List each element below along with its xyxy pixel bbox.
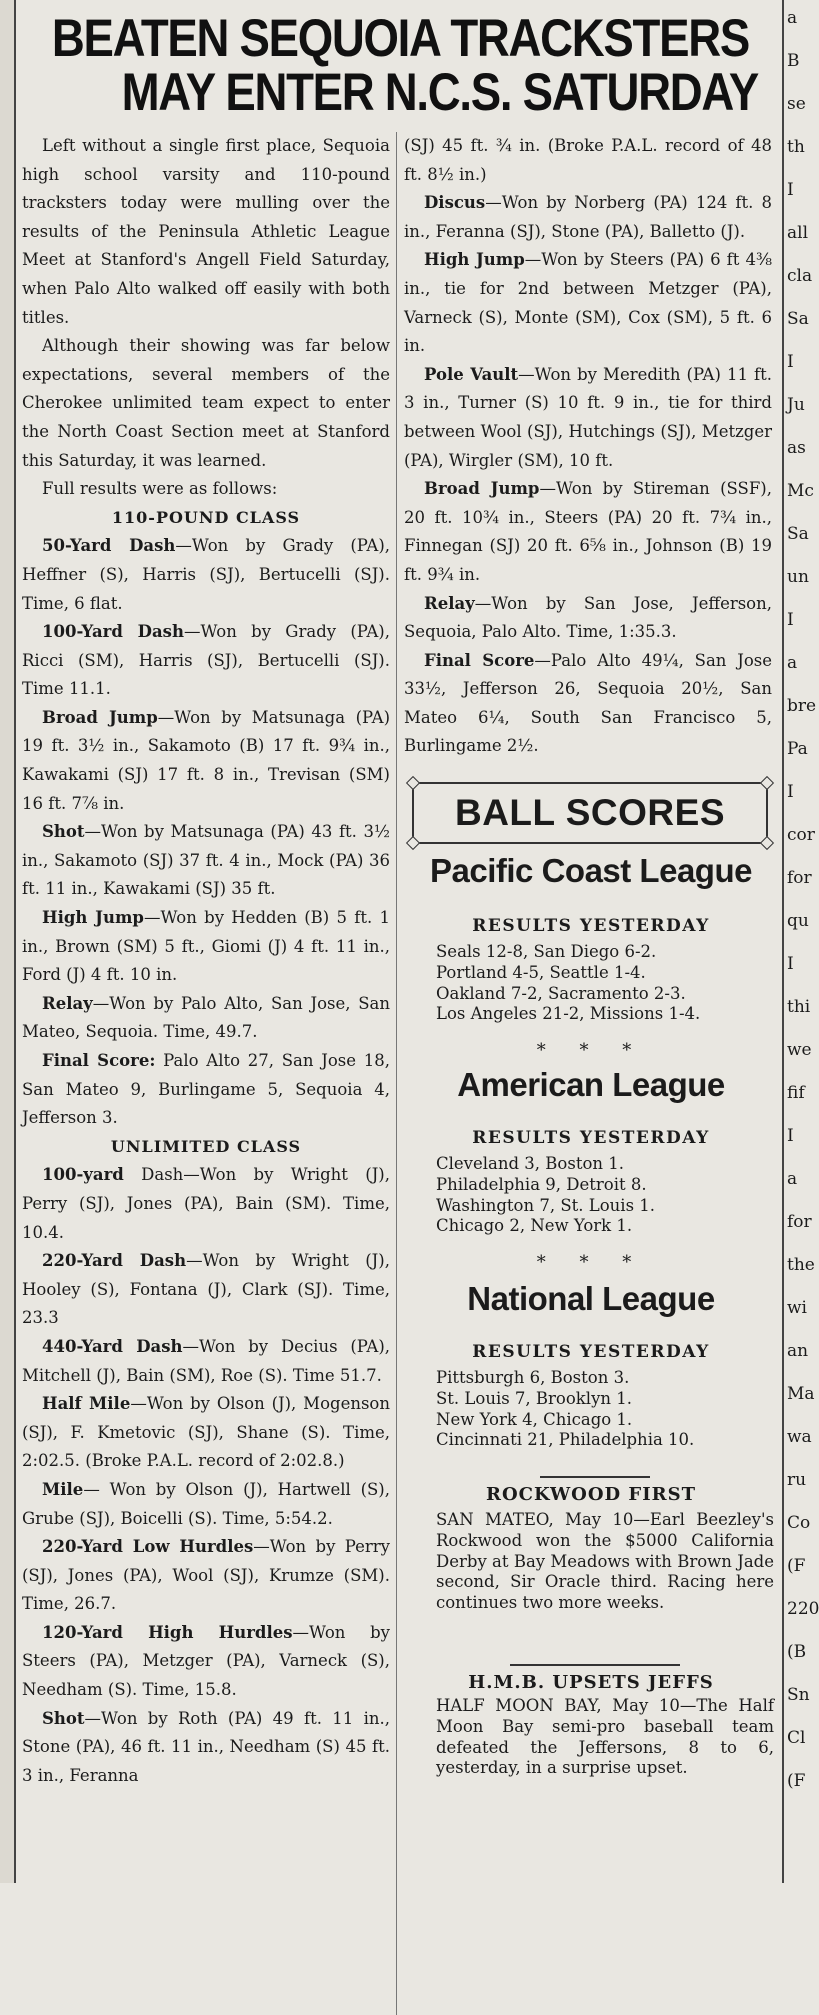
result-entry xyxy=(404,132,772,189)
result-entry xyxy=(404,361,772,475)
results-continued-list xyxy=(404,132,772,761)
ornament-diamond xyxy=(406,836,420,850)
event-result: —Won by Steers (PA), Metzger (PA), Varneck (S), Needham (S). Time, 15.8. xyxy=(22,1622,390,1700)
clipped-word-fragment: a xyxy=(787,653,798,673)
results-110-list xyxy=(22,532,390,1132)
clipped-word-fragment: Sn xyxy=(787,1685,810,1705)
event-result: —Won by Hedden (B) 5 ft. 1 in., Brown (SM) 5 ft., Giomi (J) 4 ft. 11 in., Ford (J) 4 ft. 10 in. xyxy=(22,908,391,985)
event-name: Pole Vault xyxy=(424,364,519,384)
event-result: —Won by Perry (SJ), Jones (PA), Wool (SJ), Krumze (SM). Time, 26.7. xyxy=(22,1537,390,1614)
clipped-word-fragment: we xyxy=(787,1040,812,1060)
event-name: 100-Yard Dash xyxy=(42,622,184,642)
clipped-word-fragment: ru xyxy=(787,1470,807,1490)
score-line: Oakland 7-2, Sacramento 2-3. xyxy=(436,983,686,1003)
result-entry xyxy=(22,1333,390,1390)
result-entry xyxy=(404,189,772,246)
clipped-word-fragment: for xyxy=(787,868,812,888)
result-entry xyxy=(22,904,390,990)
results-subhead: RESULTS YESTERDAY xyxy=(472,1342,710,1362)
class-heading-110: 110-POUND CLASS xyxy=(111,507,301,527)
clipped-word-fragment: Ma xyxy=(787,1384,815,1404)
score-line: Chicago 2, New York 1. xyxy=(436,1216,633,1236)
story-body-hmb: HALF MOON BAY, May 10—The Half Moon Bay semi-pro baseball team defeated the Jeffersons, 8 to 6, yesterday, in a surprise upset. xyxy=(436,1696,774,1778)
headline-line-1: BEATEN SEQUOIA TRACKSTERS xyxy=(51,9,749,68)
results-subhead: RESULTS YESTERDAY xyxy=(472,1128,710,1148)
event-result: —Won by Meredith (PA) 11 ft. 3 in., Turner (S) 10 ft. 9 in., tie for third between Wool (SJ), Hutchings (SJ), Metzger (PA), Wirgler (SM), 10 ft. xyxy=(404,364,772,470)
clipped-word-fragment: I xyxy=(787,180,794,200)
column-rule-right xyxy=(782,0,784,1883)
column-rule-middle xyxy=(396,132,397,2015)
scores-american xyxy=(436,1154,776,1237)
right-column-fragment xyxy=(785,0,819,1883)
story-headline-hmb: H.M.B. UPSETS JEFFS xyxy=(468,1672,714,1693)
clipped-word-fragment: wi xyxy=(787,1298,807,1318)
result-entry xyxy=(22,818,390,904)
clipped-word-fragment: Pa xyxy=(787,739,808,759)
clipped-word-fragment: I xyxy=(787,352,794,372)
league-title-national: National League xyxy=(467,1280,715,1317)
clipped-word-fragment: (F xyxy=(787,1556,806,1576)
clipped-word-fragment: Sa xyxy=(787,309,809,329)
result-entry xyxy=(22,1705,390,1791)
ornamental-rule xyxy=(540,1476,650,1478)
event-name: Broad Jump xyxy=(42,707,158,727)
score-line: New York 4, Chicago 1. xyxy=(436,1409,633,1429)
ball-scores-title: BALL SCORES xyxy=(454,792,725,833)
event-name: Broad Jump xyxy=(424,479,540,499)
result-entry xyxy=(404,647,772,761)
result-entry xyxy=(404,475,772,589)
stars-divider: * * * xyxy=(536,1252,646,1273)
event-result: —Won by Matsunaga (PA) 19 ft. 3½ in., Sakamoto (B) 17 ft. 9¾ in., Kawakami (SJ) 17 ft. 8 in., Trevisan (SM) 16 ft. 7⅞ in. xyxy=(22,707,391,813)
intro-paragraph: Left without a single first place, Sequoia high school varsity and 110-pound tracksters today were mulling over the results of the Peninsula Athletic League Meet at Stanford's Angell Field Saturday, when Palo Alto walked off easily with both titles. xyxy=(22,136,390,327)
event-result: Palo Alto 27, San Jose 18, San Mateo 9, Burlingame 5, Sequoia 4, Jefferson 3. xyxy=(22,1051,390,1128)
stars-divider: * * * xyxy=(536,1040,646,1061)
event-result: —Won by Matsunaga (PA) 43 ft. 3½ in., Sakamoto (SJ) 37 ft. 4 in., Mock (PA) 36 ft. 11 in., Kawakami (SJ) 35 ft. xyxy=(22,822,390,899)
clipped-word-fragment: 220 xyxy=(787,1599,819,1619)
result-entry xyxy=(22,1390,390,1476)
clipped-word-fragment: as xyxy=(787,438,806,458)
league-title-pacific: Pacific Coast League xyxy=(430,852,752,889)
clipped-word-fragment: Ju xyxy=(787,395,805,415)
clipped-word-fragment: Mc xyxy=(787,481,814,501)
clipped-word-fragment: bre xyxy=(787,696,817,716)
clipped-word-fragment: se xyxy=(787,94,806,114)
clipped-word-fragment: a xyxy=(787,8,798,28)
event-result: —Won by Roth (PA) 49 ft. 11 in., Stone (PA), 46 ft. 11 in., Needham (S) 45 ft. 3 in., Feranna xyxy=(22,1708,390,1785)
event-name: Discus xyxy=(424,193,486,213)
event-result: Dash—Won by Wright (J), Perry (SJ), Jones (PA), Bain (SM). Time, 10.4. xyxy=(22,1165,390,1242)
clipped-word-fragment: cla xyxy=(787,266,813,286)
event-name: High Jump xyxy=(42,908,144,928)
result-entry xyxy=(404,590,772,647)
event-result: (SJ) 45 ft. ¾ in. (Broke P.A.L. record of 48 ft. 8½ in.) xyxy=(404,136,772,184)
ball-scores-box xyxy=(412,782,768,844)
score-line: Los Angeles 21-2, Missions 1-4. xyxy=(436,1004,701,1024)
ornament-diamond xyxy=(406,776,420,790)
clipped-word-fragment: all xyxy=(787,223,809,243)
result-entry xyxy=(22,1247,390,1333)
event-name: 440-Yard Dash xyxy=(42,1336,183,1356)
clipped-word-fragment: fif xyxy=(787,1083,805,1103)
clipped-word-fragment: a xyxy=(787,1169,798,1189)
clipped-word-fragment: qu xyxy=(787,911,809,931)
article-column-1 xyxy=(22,132,390,1790)
class-heading-unlimited: UNLIMITED CLASS xyxy=(110,1136,302,1156)
clipped-word-fragment: wa xyxy=(787,1427,812,1447)
event-result: —Won by Palo Alto, San Jose, San Mateo, Sequoia. Time, 49.7. xyxy=(22,993,390,1042)
event-name: Shot xyxy=(42,1708,85,1728)
score-line: Pittsburgh 6, Boston 3. xyxy=(436,1368,630,1387)
event-result: —Won by Stireman (SSF), 20 ft. 10¾ in., Steers (PA) 20 ft. 7¾ in., Finnegan (SJ) 20 ft. 6⅝ in., Johnson (B) 19 ft. 9¾ in. xyxy=(404,479,772,584)
event-name: Final Score xyxy=(424,650,535,670)
clipped-word-fragment: for xyxy=(787,1212,812,1232)
clipped-word-fragment: B xyxy=(787,51,800,71)
result-entry xyxy=(404,246,772,360)
result-entry xyxy=(22,532,390,618)
score-line: Portland 4-5, Seattle 1-4. xyxy=(436,962,646,982)
result-entry xyxy=(22,1161,390,1247)
ornament-diamond xyxy=(760,836,774,850)
article-column-2 xyxy=(404,132,772,761)
column-rule-left xyxy=(14,0,16,1883)
clipped-word-fragment: I xyxy=(787,610,794,630)
event-result: —Won by Norberg (PA) 124 ft. 8 in., Feranna (SJ), Stone (PA), Balletto (J). xyxy=(404,193,772,241)
clipped-word-fragment: I xyxy=(787,954,794,974)
result-entry xyxy=(22,704,390,818)
score-line: Cleveland 3, Boston 1. xyxy=(436,1154,624,1173)
event-name: Final Score: xyxy=(42,1051,156,1070)
clipped-word-fragment: an xyxy=(787,1341,809,1361)
clipped-word-fragment: (B xyxy=(787,1642,807,1662)
headline-line-2: MAY ENTER N.C.S. SATURDAY xyxy=(121,63,758,122)
event-result: —Won by Wright (J), Hooley (S), Fontana (J), Clark (SJ). Time, 23.3 xyxy=(22,1251,390,1328)
event-result: —Won by Grady (PA), Heffner (S), Harris (SJ), Bertucelli (SJ). Time, 6 flat. xyxy=(22,536,390,613)
clipped-word-fragment: (F xyxy=(787,1771,806,1791)
left-column-fragment xyxy=(0,0,14,1883)
event-name: Shot xyxy=(42,822,85,842)
clipped-word-fragment: th xyxy=(787,137,805,157)
result-entry xyxy=(22,1619,390,1705)
score-line: Cincinnati 21, Philadelphia 10. xyxy=(436,1430,695,1450)
event-name: Mile xyxy=(42,1479,84,1499)
clipped-word-fragment: I xyxy=(787,782,794,802)
story-body-rockwood: SAN MATEO, May 10—Earl Beezley's Rockwood won the $5000 California Derby at Bay Meadows with Brown Jade second, Sir Oracle third. Racing here continues two more weeks. xyxy=(436,1510,774,1613)
event-result: —Won by Grady (PA), Ricci (SM), Harris (SJ), Bertucelli (SJ). Time 11.1. xyxy=(22,622,390,699)
event-name: Half Mile xyxy=(42,1394,131,1414)
event-name: 220-Yard Low Hurdles xyxy=(42,1537,254,1557)
clipped-word-fragment: thi xyxy=(787,997,811,1017)
clipped-word-fragment: Cl xyxy=(787,1728,806,1748)
event-name: 100-yard xyxy=(42,1165,124,1185)
clipped-word-fragment: un xyxy=(787,567,809,587)
score-line: Seals 12-8, San Diego 6-2. xyxy=(436,942,657,961)
result-entry xyxy=(22,1047,390,1133)
event-name: High Jump xyxy=(424,250,525,270)
results-subhead: RESULTS YESTERDAY xyxy=(472,916,710,936)
story-headline-rockwood: ROCKWOOD FIRST xyxy=(486,1484,696,1505)
scores-pacific xyxy=(436,942,776,1025)
result-entry xyxy=(22,990,390,1047)
clipped-word-fragment: I xyxy=(787,1126,794,1146)
result-entry xyxy=(22,618,390,704)
event-result: —Won by Decius (PA), Mitchell (J), Bain (SM), Roe (S). Time 51.7. xyxy=(22,1336,390,1385)
ornament-diamond xyxy=(760,776,774,790)
clipped-word-fragment: Sa xyxy=(787,524,809,544)
event-name: 120-Yard High Hurdles xyxy=(42,1622,293,1642)
event-result: —Won by San Jose, Jefferson, Sequoia, Palo Alto. Time, 1:35.3. xyxy=(404,593,772,642)
clipped-word-fragment: Co xyxy=(787,1513,811,1533)
result-entry xyxy=(22,1476,390,1533)
event-result: —Won by Steers (PA) 6 ft 4⅜ in., tie for 2nd between Metzger (PA), Varneck (S), Monte (SM), Cox (SM), 5 ft. 6 in. xyxy=(404,250,772,356)
league-title-american: American League xyxy=(457,1066,725,1103)
event-name: Relay xyxy=(42,993,93,1013)
ornamental-rule xyxy=(510,1664,680,1666)
score-line: Philadelphia 9, Detroit 8. xyxy=(436,1174,647,1194)
event-result: —Won by Olson (J), Mogenson (SJ), F. Kmetovic (SJ), Shane (S). Time, 2:02.5. (Broke P.A.L. record of 2:02.8.) xyxy=(22,1394,390,1471)
event-result: —Palo Alto 49¼, San Jose 33½, Jefferson 26, Sequoia 20½, San Mateo 6¼, South San Francisco 5, Burlingame 2½. xyxy=(404,650,772,756)
event-name: 50-Yard Dash xyxy=(42,536,176,556)
event-name: 220-Yard Dash xyxy=(42,1251,187,1271)
event-result: — Won by Olson (J), Hartwell (S), Grube (SJ), Boicelli (S). Time, 5:54.2. xyxy=(22,1479,390,1528)
clipped-word-fragment: the xyxy=(787,1255,815,1275)
results-unlimited-list xyxy=(22,1161,390,1790)
score-line: Washington 7, St. Louis 1. xyxy=(436,1195,656,1215)
scores-national xyxy=(436,1368,776,1451)
event-name: Relay xyxy=(424,593,475,613)
result-entry xyxy=(22,1533,390,1619)
score-line: St. Louis 7, Brooklyn 1. xyxy=(436,1388,633,1408)
intro-paragraph: Full results were as follows: xyxy=(42,479,278,499)
clipped-word-fragment: cor xyxy=(787,825,815,845)
intro-paragraph: Although their showing was far below expectations, several members of the Cherokee unlimited team expect to enter the North Coast Section meet at Stanford this Saturday, it was learned. xyxy=(22,336,390,470)
